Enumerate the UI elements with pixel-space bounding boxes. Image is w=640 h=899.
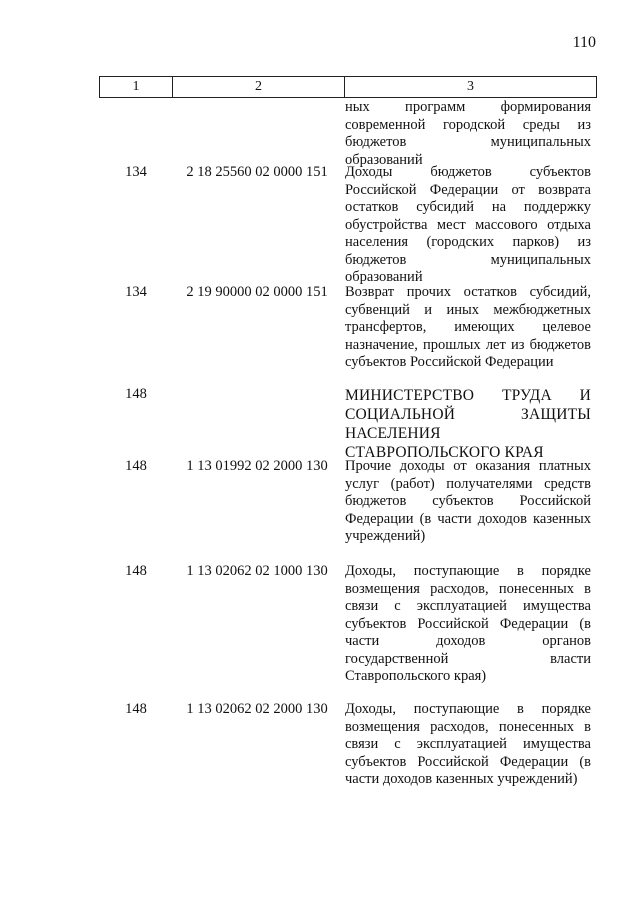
admin-code: 148	[125, 386, 147, 402]
revenue-code: 1 13 02062 02 1000 130	[186, 563, 328, 579]
revenue-code: 2 19 90000 02 0000 151	[186, 284, 328, 300]
admin-code: 148	[125, 458, 147, 474]
header-col-3: 3	[345, 77, 597, 98]
continuation-text: ных программ формирования современной городской среды из бюджетов муниципальных образований	[345, 99, 591, 168]
revenue-code: 1 13 01992 02 2000 130	[186, 458, 328, 474]
admin-code: 134	[125, 284, 147, 300]
page-number: 110	[572, 34, 596, 51]
admin-code: 148	[125, 563, 147, 579]
admin-code: 148	[125, 701, 147, 717]
revenue-name: Возврат прочих остатков субсидий, субвенций и иных межбюджетных трансфертов, имеющих целевое назначение, прошлых лет из бюджетов субъектов Российской Федерации	[345, 284, 591, 370]
ministry-heading: МИНИСТЕРСТВО ТРУДА И СОЦИАЛЬНОЙ ЗАЩИТЫ НАСЕЛЕНИЯ СТАВРОПОЛЬСКОГО КРАЯ	[345, 387, 591, 461]
revenue-name: Доходы, поступающие в порядке возмещения расходов, понесенных в связи с эксплуатацией имущества субъектов Российской Федерации (в части доходов органов государственной власти Ставропольского края)	[345, 563, 591, 684]
admin-code: 134	[125, 164, 147, 180]
header-col-1: 1	[100, 77, 173, 98]
table-header	[99, 76, 597, 98]
revenue-code: 2 18 25560 02 0000 151	[186, 164, 328, 180]
header-col-2: 2	[173, 77, 345, 98]
revenue-name: Доходы, поступающие в порядке возмещения расходов, понесенных в связи с эксплуатацией имущества субъектов Российской Федерации (в части доходов казенных учреждений)	[345, 701, 591, 787]
revenue-code: 1 13 02062 02 2000 130	[186, 701, 328, 717]
revenue-name: Доходы бюджетов субъектов Российской Федерации от возврата остатков субсидий на поддержку обустройства мест массового отдыха населения (городских парков) из бюджетов муниципальных образований	[345, 164, 591, 285]
revenue-name: Прочие доходы от оказания платных услуг (работ) получателями средств бюджетов субъектов Российской Федерации (в части доходов казенных учреждений)	[345, 458, 591, 544]
